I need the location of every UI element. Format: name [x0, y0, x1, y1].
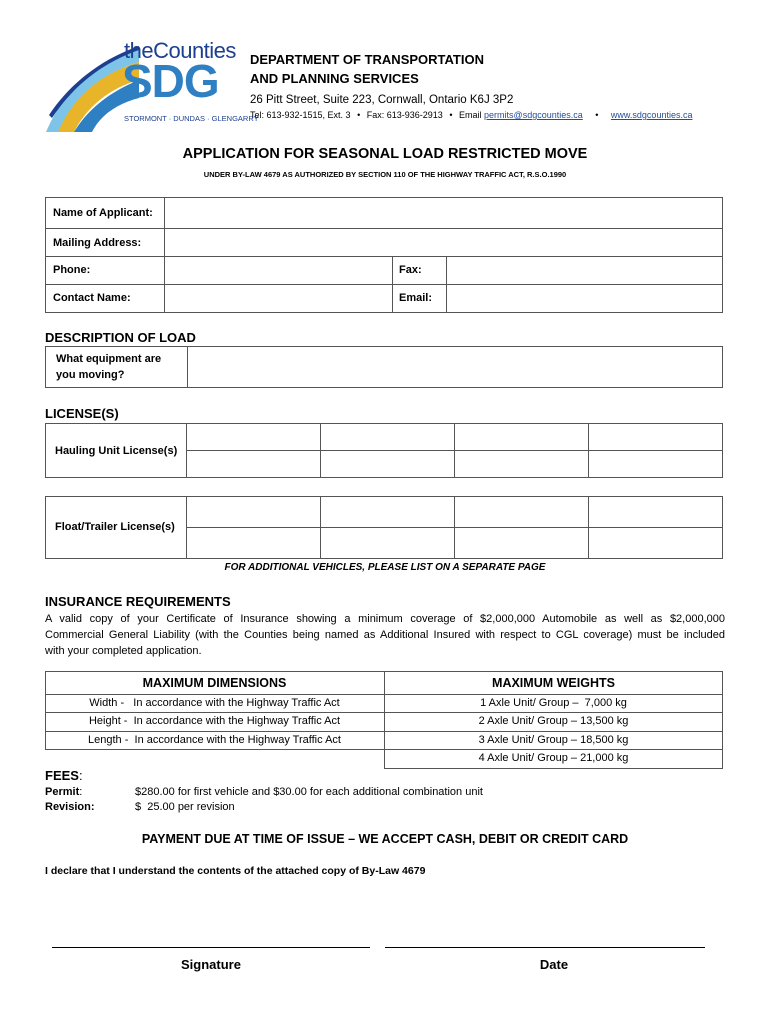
dimension-length: Length - In accordance with the Highway Traffic Act — [88, 734, 341, 746]
weight-3-axle: 3 Axle Unit/ Group – 18,500 kg — [478, 734, 629, 746]
name-label: Name of Applicant: — [53, 207, 153, 219]
dept-name-line1: DEPARTMENT OF TRANSPORTATION — [250, 52, 484, 67]
additional-vehicles-note: FOR ADDITIONAL VEHICLES, PLEASE LIST ON A SEPARATE PAGE — [224, 562, 546, 573]
tel-text: Tel: 613-932-1515, Ext. 3 — [250, 110, 351, 120]
fax-label: Fax: — [399, 264, 422, 276]
weight-4-axle: 4 Axle Unit/ Group – 21,000 kg — [478, 752, 629, 764]
equipment-question-line2: you moving? — [56, 369, 125, 381]
licenses-heading: LICENSE(S) — [45, 406, 119, 421]
fees-heading-colon: : — [78, 768, 83, 783]
load-heading: DESCRIPTION OF LOAD — [45, 330, 196, 345]
weights-heading: MAXIMUM WEIGHTS — [492, 676, 615, 690]
insurance-line-2: Commercial General Liability (with the Counties being named as Additional Insured with respect to CGL coverage) must be included — [45, 629, 725, 641]
insurance-text — [45, 611, 725, 659]
contact-label: Contact Name: — [53, 292, 131, 304]
revision-fee: $ 25.00 per revision — [135, 801, 235, 813]
weight-2-axle: 2 Axle Unit/ Group – 13,500 kg — [478, 715, 629, 727]
website-link[interactable]: www.sdgcounties.ca — [610, 110, 693, 120]
signature-label: Signature — [181, 957, 241, 972]
mailing-input[interactable] — [165, 229, 722, 256]
the-counties-text: theCounties — [124, 38, 236, 63]
float-license-label: Float/Trailer License(s) — [55, 521, 175, 533]
signature-line[interactable] — [52, 947, 370, 948]
insurance-line-1: A valid copy of your Certificate of Insurance showing a minimum coverage of $2,000,000 Automobile as well as $2,000,000 — [45, 613, 725, 625]
dept-address: 26 Pitt Street, Suite 223, Cornwall, Ontario K6J 3P2 — [250, 94, 514, 106]
email-link[interactable]: permits@sdgcounties.ca — [484, 110, 583, 120]
declaration-text: I declare that I understand the contents of the attached copy of By-Law 4679 — [45, 865, 426, 877]
phone-label: Phone: — [53, 264, 91, 276]
permit-label — [45, 786, 82, 798]
bullet-3: • — [595, 110, 599, 120]
permit-label-text: Permit — [45, 786, 80, 798]
permit-fee: $280.00 for first vehicle and $30.00 for each additional combination unit — [135, 786, 483, 798]
equipment-question-line1: What equipment are — [56, 353, 162, 365]
sdg-logo — [44, 38, 259, 132]
dimension-height: Height - In accordance with the Highway Traffic Act — [88, 715, 341, 727]
email-field-label: Email: — [399, 292, 433, 304]
hauling-license-label: Hauling Unit License(s) — [55, 445, 178, 457]
mailing-label: Mailing Address: — [53, 237, 142, 249]
date-label: Date — [539, 957, 569, 972]
bullet-2: • — [449, 110, 453, 120]
fees-heading — [45, 768, 83, 783]
fax-text: Fax: 613-936-2913 — [366, 110, 443, 120]
name-input[interactable] — [165, 198, 722, 228]
contact-line — [250, 110, 692, 120]
dept-name-line2: AND PLANNING SERVICES — [250, 71, 419, 86]
date-line[interactable] — [385, 947, 705, 948]
dimension-width: Width - In accordance with the Highway Traffic Act — [89, 697, 340, 709]
form-title: APPLICATION FOR SEASONAL LOAD RESTRICTED MOVE — [182, 146, 588, 162]
dimensions-heading: MAXIMUM DIMENSIONS — [142, 676, 287, 690]
bullet-1: • — [357, 110, 361, 120]
fax-input[interactable] — [447, 257, 722, 284]
sdg-text: SDG — [122, 55, 219, 107]
email-label: Email — [459, 110, 482, 120]
insurance-heading: INSURANCE REQUIREMENTS — [45, 594, 231, 609]
contact-input[interactable] — [165, 285, 392, 312]
payment-notice: PAYMENT DUE AT TIME OF ISSUE – WE ACCEPT CASH, DEBIT OR CREDIT CARD — [141, 832, 629, 846]
form-subtitle: UNDER BY-LAW 4679 AS AUTHORIZED BY SECTION 110 OF THE HIGHWAY TRAFFIC ACT, R.S.O.1990 — [203, 170, 567, 179]
email-input[interactable] — [447, 285, 722, 312]
fees-heading-text: FEES — [45, 768, 79, 783]
equipment-input[interactable] — [188, 347, 722, 387]
phone-input[interactable] — [165, 257, 392, 284]
insurance-line-3: with your completed application. — [45, 645, 202, 657]
weight-1-axle: 1 Axle Unit/ Group – 7,000 kg — [480, 697, 627, 709]
logo-tagline: STORMONT · DUNDAS · GLENGARRY — [124, 114, 259, 123]
permit-label-colon: : — [79, 786, 83, 798]
revision-label: Revision: — [45, 801, 95, 813]
